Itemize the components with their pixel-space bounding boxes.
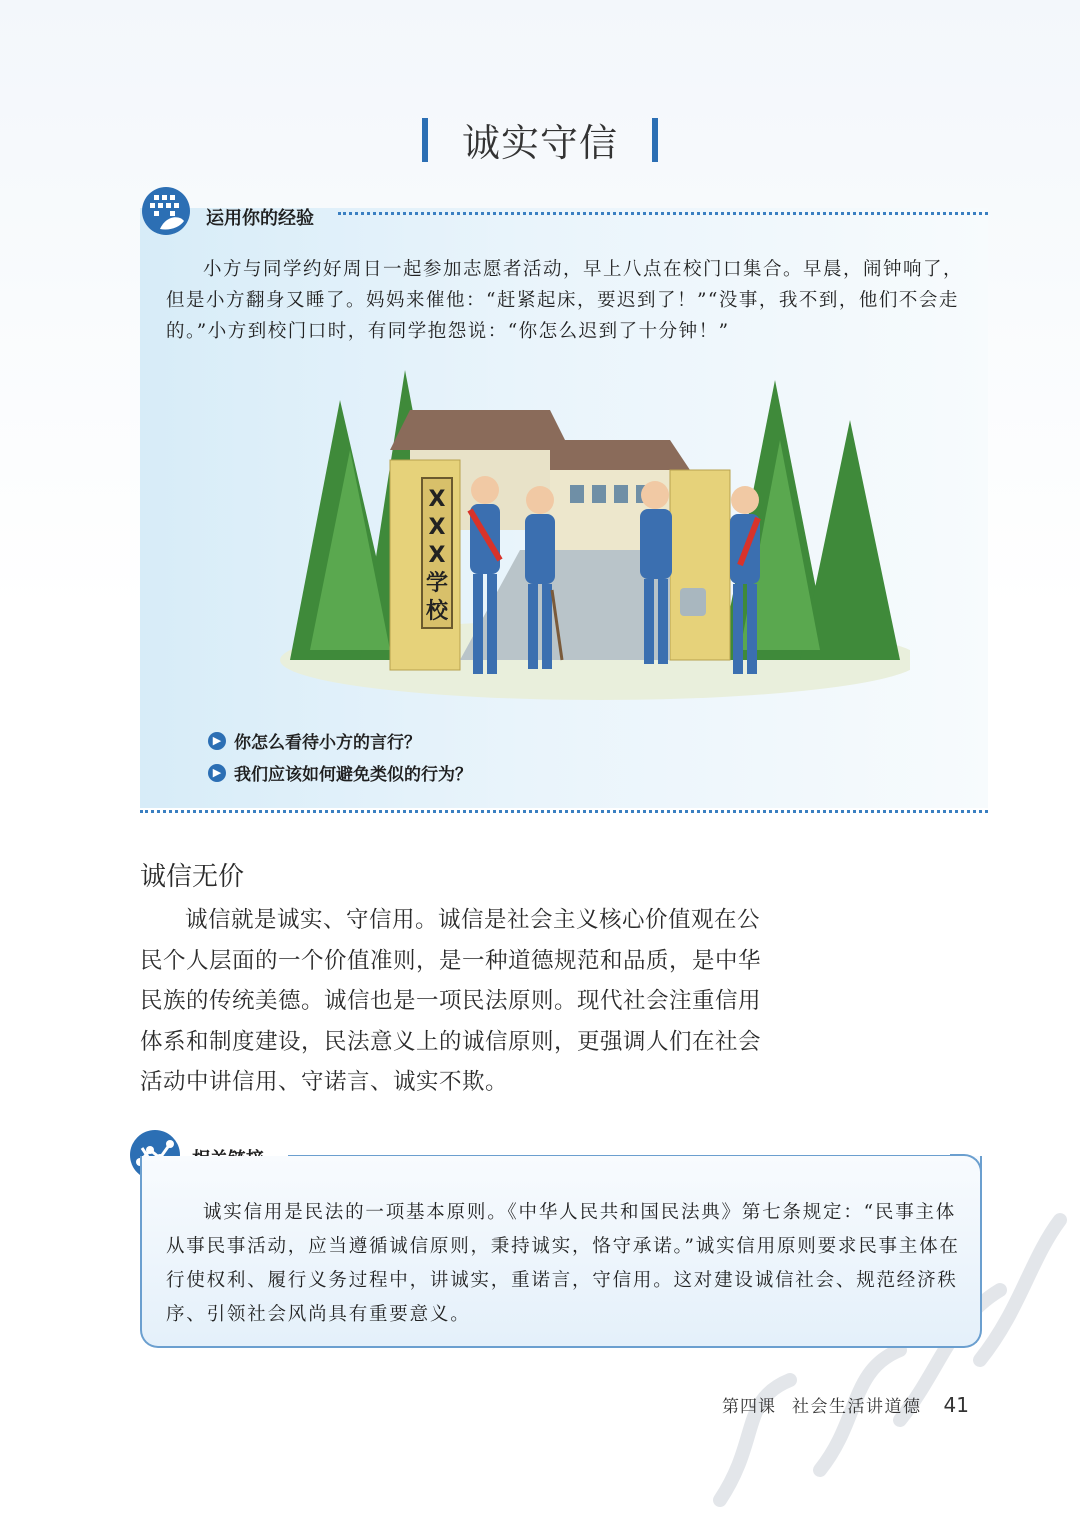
- related-link-text: 诚实信用是民法的一项基本原则。《中华人民共和国民法典》第七条规定：“民事主体从事民事活动，应当遵循诚信原则，秉持诚实，恪守承诺。”诚实信用原则要求民事主体在行使权利、履行义务过程中，讲诚实，重诺言，守信用。这对建设诚信社会、规范经济秩序、引领社会风尚具有重要意义。: [166, 1202, 960, 1325]
- arrow-right-icon: ▶: [208, 732, 226, 750]
- arrow-right-icon: ▶: [208, 764, 226, 782]
- title-left-bar: [422, 118, 428, 162]
- section-dotted-divider: [140, 810, 988, 813]
- gate-sign-char: X: [428, 487, 446, 512]
- footer-topic: 社会生活讲道德: [792, 1397, 922, 1417]
- page-number: 41: [943, 1393, 969, 1417]
- section-body: 诚信就是诚实、守信用。诚信是社会主义核心价值观在公民个人层面的一个价值准则，是一种道德规范和品质，是中华民族的传统美德。诚信也是一项民法原则。现代社会注重信用体系和制度建设，民法意义上的诚信原则，更强调人们在社会活动中讲信用、守诺言、诚实不欺。: [140, 907, 762, 1095]
- experience-label: 运用你的经验: [206, 208, 314, 229]
- question-item: [208, 728, 421, 753]
- gate-sign-char: 学: [425, 571, 449, 596]
- gate-sign-char: X: [428, 515, 446, 540]
- section-heading: 诚信无价: [140, 862, 245, 892]
- gate-sign-char: 校: [425, 599, 449, 624]
- page-footer: [722, 1392, 969, 1417]
- question-text: 我们应该如何避免类似的行为？: [234, 765, 472, 785]
- experience-section-icon: [140, 185, 192, 237]
- title-right-bar: [652, 118, 658, 162]
- experience-story: 小方与同学约好周日一起参加志愿者活动，早上八点在校门口集合。早晨，闹钟响了，但是小方翻身又睡了。妈妈来催他：“赶紧起床，要迟到了！”“没事，我不到，他们不会走的。”小方到校门口时，有同学抱怨说：“你怎么迟到了十分钟！”: [166, 259, 964, 342]
- question-text: 你怎么看待小方的言行？: [234, 733, 421, 753]
- title-text: 诚实守信: [461, 121, 618, 165]
- gate-sign-char: X: [428, 543, 446, 568]
- page-title: [0, 112, 1080, 167]
- question-item: [208, 760, 472, 785]
- school-gate-illustration: [270, 360, 910, 700]
- experience-dotted-divider: [338, 212, 988, 215]
- footer-lesson: 第四课: [722, 1397, 776, 1417]
